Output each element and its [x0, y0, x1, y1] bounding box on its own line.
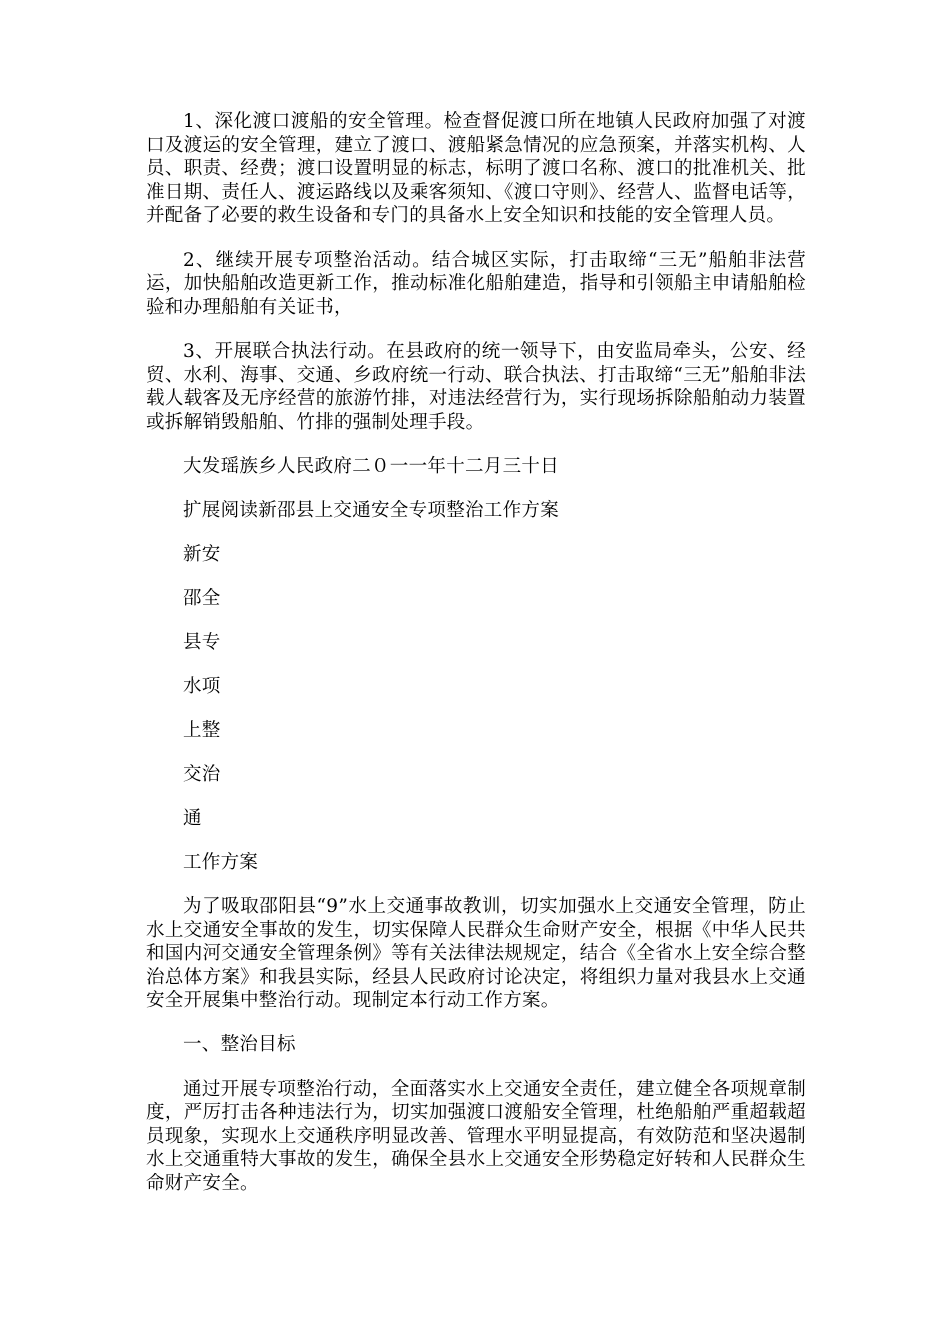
title-line-1: 新安	[183, 543, 221, 565]
document-body	[146, 110, 806, 1195]
paragraph-2: 2、继续开展专项整治活动。结合城区实际，打击取缔“三无”船舶非法营运，加快船舶改造更新工作，推动标准化船舶建造，指导和引领船主申请船舶检验和办理船舶有关证书，	[146, 249, 806, 318]
extended-reading-title: 扩展阅读新邵县上交通安全专项整治工作方案	[183, 499, 560, 521]
paragraph-3: 3、开展联合执法行动。在县政府的统一领导下，由安监局牵头，公安、经贸、水利、海事、交通、乡政府统一行动、联合执法、打击取缔“三无”船舶非法载人载客及无序经营的旅游竹排，对违法经营行为，实行现场拆除船舶动力装置或拆解销毁船舶、竹排的强制处理手段。	[146, 341, 806, 433]
section-paragraph: 通过开展专项整治行动，全面落实水上交通安全责任，建立健全各项规章制度，严厉打击各种违法行为，切实加强渡口渡船安全管理，杜绝船舶严重超载超员现象，实现水上交通秩序明显改善、管理水平明显提高，有效防范和坚决遏制水上交通重特大事故的发生，确保全县水上交通安全形势稳定好转和人民群众生命财产安全。	[146, 1078, 806, 1194]
title-line-6: 交治	[183, 763, 221, 785]
title-line-5: 上整	[183, 719, 221, 741]
title-line-3: 县专	[183, 631, 221, 653]
signature-line: 大发瑶族乡人民政府二０一一年十二月三十日	[183, 455, 560, 477]
title-line-4: 水项	[183, 675, 221, 697]
title-line-8: 工作方案	[183, 851, 259, 873]
paragraph-1: 1、深化渡口渡船的安全管理。检查督促渡口所在地镇人民政府加强了对渡口及渡运的安全管理，建立了渡口、渡船紧急情况的应急预案，并落实机构、人员、职责、经费；渡口设置明显的标志，标明了渡口名称、渡口的批准机关、批准日期、责任人、渡运路线以及乘客须知、《渡口守则》、经营人、监督电话等，并配备了必要的救生设备和专门的具备水上安全知识和技能的安全管理人员。	[146, 111, 806, 226]
section-heading: 一、整治目标	[183, 1034, 296, 1055]
intro-paragraph: 为了吸取邵阳县“9”水上交通事故教训，切实加强水上交通安全管理，防止水上交通安全事故的发生，切实保障人民群众生命财产安全，根据《中华人民共和国内河交通安全管理条例》等有关法律法规规定，结合《全省水上安全综合整治总体方案》和我县实际，经县人民政府讨论决定，将组织力量对我县水上交通安全开展集中整治行动。现制定本行动工作方案。	[146, 896, 806, 1011]
title-line-7: 通	[183, 807, 202, 829]
title-line-2: 邵全	[183, 587, 221, 609]
